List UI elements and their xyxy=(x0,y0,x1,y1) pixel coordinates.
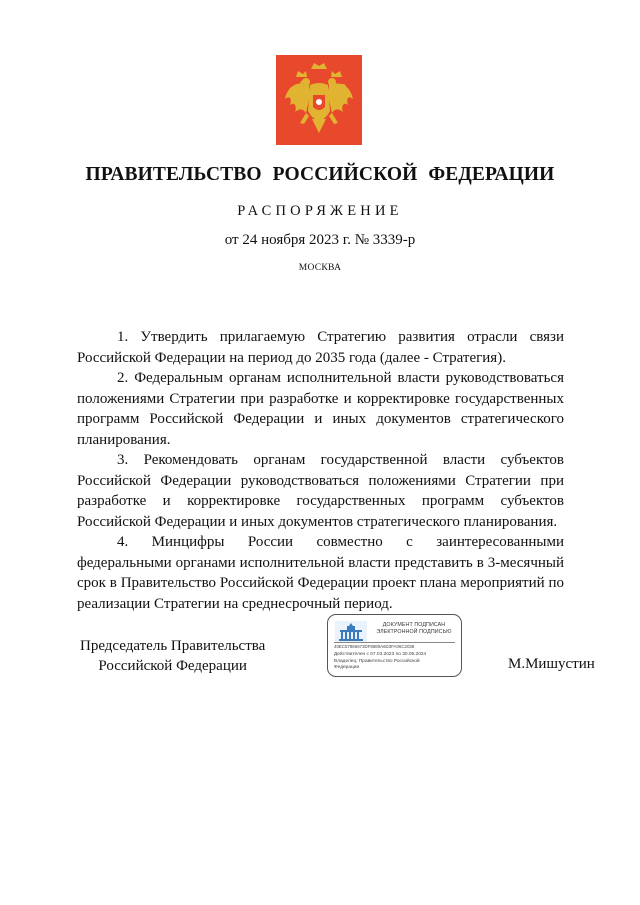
stamp-title-line-2: ЭЛЕКТРОННОЙ ПОДПИСЬЮ xyxy=(376,629,452,635)
electronic-signature-stamp xyxy=(327,614,462,677)
signer-position-line-1: Председатель Правительства xyxy=(80,638,266,654)
government-building-icon xyxy=(335,621,367,643)
stamp-validity: Действителен с 07.03.2023 по 30.05.2024 xyxy=(334,652,427,657)
stamp-owner: Владелец: Правительство Российской Федерации xyxy=(334,659,420,670)
stamp-divider xyxy=(334,642,455,643)
paragraph-1: 1. Утвердить прилагаемую Стратегию развития отрасли связи Российской Федерации на период до 2035 года (далее - Стратегия). xyxy=(77,329,564,366)
document-date-number: от 24 ноября 2023 г. № 3339-р xyxy=(224,232,416,248)
document-body xyxy=(77,327,564,614)
russian-coat-of-arms-icon xyxy=(276,55,362,145)
paragraph-4: 4. Минцифры России совместно с заинтересованными федеральными органами исполнительной власти представить в 3-месячный срок в Правительство Российской Федерации проект плана мероприятий по реализации Стратегии на среднесрочный период. xyxy=(77,534,564,612)
stamp-title xyxy=(368,622,460,636)
signer-position xyxy=(80,636,265,676)
stamp-title-line-1: ДОКУМЕНТ ПОДПИСАН xyxy=(382,622,446,628)
signer-position-line-2: Российской Федерации xyxy=(98,658,247,674)
government-title: ПРАВИТЕЛЬСТВО РОССИЙСКОЙ ФЕДЕРАЦИИ xyxy=(85,164,555,185)
document-city: МОСКВА xyxy=(298,263,342,273)
signer-name: М.Мишустин xyxy=(508,656,595,672)
paragraph-3: 3. Рекомендовать органам государственной власти субъектов Российской Федерации руководствоваться положениями Стратегии при разработке и корректировке государственных программ субъектов Российской Федерации и иных документов стратегического планирования. xyxy=(77,452,564,530)
document-type: РАСПОРЯЖЕНИЕ xyxy=(237,203,403,219)
stamp-certificate-serial: 40EC57866673DF8880A6D3FA06C2038 xyxy=(334,644,415,649)
paragraph-2: 2. Федеральным органам исполнительной власти руководствоваться положениями Стратегии при разработке и корректировке государственных программ Российской Федерации и иных документов стратегического планирования. xyxy=(77,370,564,448)
